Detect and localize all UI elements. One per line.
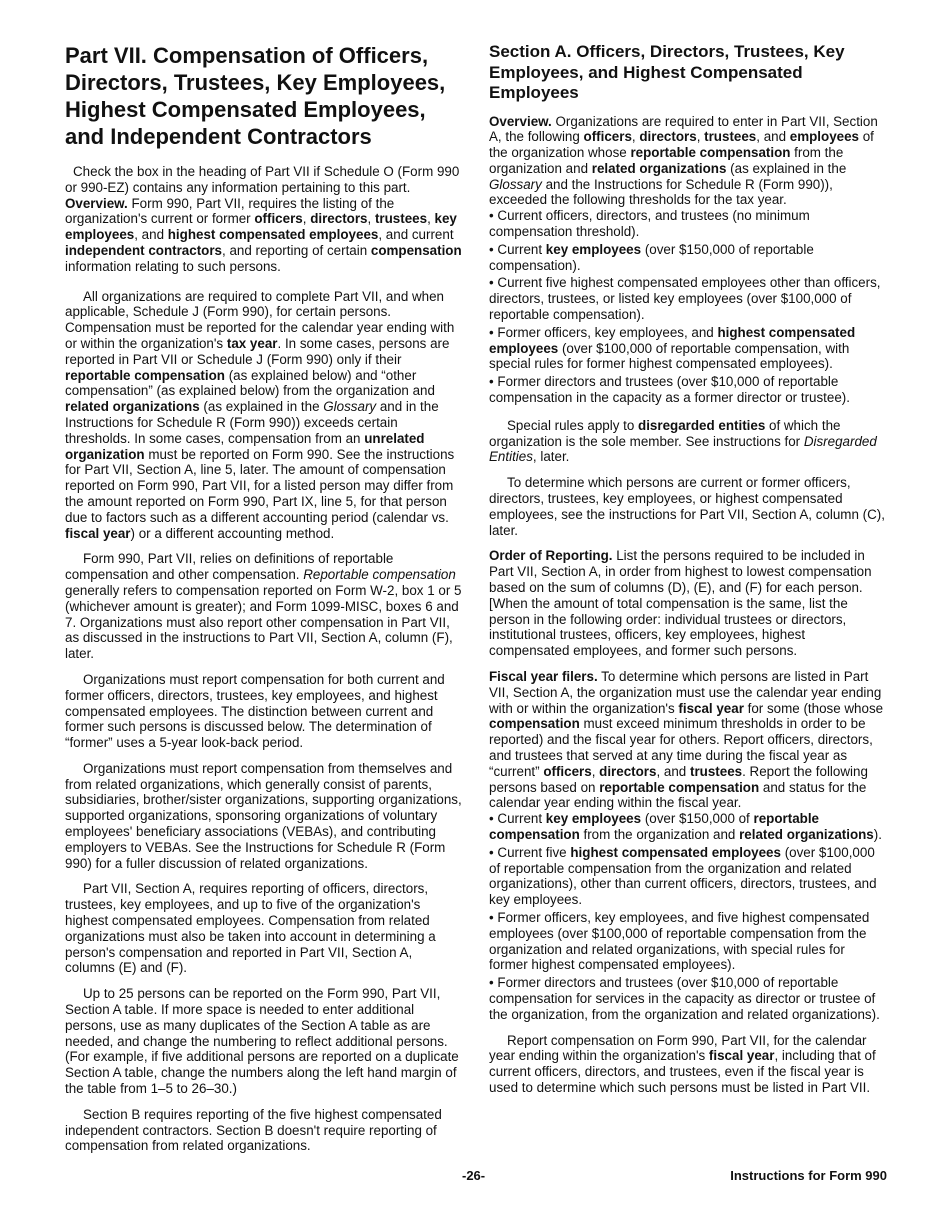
related-organizations-paragraph: Organizations must report compensation from themselves and from related organizations, which generally consist of parents, subsidiaries, brother/sister organizations, supporting organizations, supported organizations, sponsoring organizations of voluntary employees' beneficiary associations (VEBAs), and contributing employers to VEBAs. See the Instructions for Schedule R (Form 990) for a fuller discussion of related organizations. [65,760,462,871]
footer-form-title: Instructions for Form 990 [730,1168,887,1183]
section-a-requirements-paragraph: Part VII, Section A, requires reporting of officers, directors, trustees, key employees, and up to five of the organization's highest compensated employees. Compensation from related organizations must also be taken into account in determining a person's compensation and reported in Part VII, Section A, columns (E) and (F). [65,881,436,976]
bullet-item: • Current five highest compensated employees (over $100,000 of reportable compensation from the organization and related organizations), other than current officers, directors, trustees, and key employees. [489,844,877,908]
bullet-item: • Former directors and trustees (over $10,000 of reportable compensation in the capacity as a former director or trustee). [489,374,850,406]
all-organizations-paragraph: All organizations are required to complete Part VII, and when applicable, Schedule J (Form 990), for certain persons. Compensation must be reported for the calendar year ending with or within the organization's tax year. In some cases, persons are reported in Part VII or Schedule J (Form 990) only if their reportable compensation (as explained below) and “other compensation” (as explained below) from the organization and related organizations (as explained in the Glossary and in the Instructions for Schedule R (Form 990)) exceeds certain thresholds. In some cases, compensation from an unrelated organization must be reported on Form 990. See the instructions for Part VII, Section A, line 5, later. The amount of compensation reported on Form 990, Part VII, for a listed person may differ from the amount reported on Form 990, Part IX, line 5, for that person due to factors such as a different accounting period (calendar vs. fiscal year) or a different accounting method. [65,288,455,541]
bullet-icon: • [489,811,498,827]
bullet-item: • Current key employees (over $150,000 of reportable compensation from the organization and related organizations). [489,811,882,842]
order-of-reporting-paragraph: Order of Reporting. List the persons required to be included in Part VII, Section A, in order from highest to lowest compensation based on the sum of columns (D), (E), and (F) for each person. [When the amount of total compensation is the same, list the person in the following order: individual trustees or directors, institutional trustees, officers, key employees, highest compensated employees, and former such persons. [489,548,872,659]
bullet-item: • Current key employees (over $150,000 of reportable compensation). [489,241,814,273]
reportable-compensation-paragraph: Form 990, Part VII, relies on definitions of reportable compensation and other compensation. Reportable compensation generally refers to compensation reported on Form W-2, box 1 or 5 (whichever amount is greater); and Form 1099-MISC, boxes 6 and 7. Organizations must also report other compensation in Part VII, as discussed in the instructions to Part VII, Section A, column (F), later. [65,551,462,662]
overview-paragraph: Overview. Organizations are required to enter in Part VII, Section A, the following officers, directors, trustees, and employees of the organization whose reportable compensation from the organization and related organizations (as explained in the Glossary and the Instructions for Schedule R (Form 990)), exceeded the following thresholds for the tax year. [489,113,878,208]
bullet-icon: • [489,975,498,991]
bullet-icon: • [489,374,498,390]
part-vii-heading: Part VII. Compensation of Officers, Directors, Trustees, Key Employees, Highest Compensated Employees, and Independent Contractors [65,43,446,149]
bullet-icon: • [489,909,498,925]
section-a-heading: Section A. Officers, Directors, Trustees, Key Employees, and Highest Compensated Employees [489,42,845,102]
left-column [65,42,465,1161]
threshold-bullet-list [489,208,887,406]
section-b-paragraph: Section B requires reporting of the five highest compensated independent contractors. Section B doesn't require reporting of compensation from related organizations. [65,1106,442,1154]
current-former-paragraph: Organizations must report compensation for both current and former officers, directors, trustees, key employees, and highest compensated employees. The distinction between current and former such persons is discussed below. The determination of “former” uses a 5-year look-back period. [65,671,445,751]
disregarded-entities-paragraph: Special rules apply to disregarded entities of which the organization is the sole member. See instructions for Disregarded Entities, later. [489,417,877,465]
bullet-item: • Former directors and trustees (over $10,000 of reportable compensation for services in the capacity as director or trustee of the organization, from the organization and related organizations). [489,975,880,1022]
determine-persons-paragraph: To determine which persons are current or former officers, directors, trustees, key employees, or highest compensated employees, see the instructions for Part VII, Section A, column (C), later. [489,475,885,538]
up-to-25-persons-paragraph: Up to 25 persons can be reported on the Form 990, Part VII, Section A table. If more space is needed to enter additional persons, use as many duplicates of the Section A table as are needed, and change the numbering to reflect additional persons. (For example, if five additional persons are reported on a duplicate Section A table, change the numbers along the left hand margin of the table from 1–5 to 26–30.) [65,986,459,1097]
bullet-icon: • [489,275,498,291]
bullet-item: • Current five highest compensated employees other than officers, directors, trustees, or listed key employees (over $100,000 of reportable compensation). [489,275,881,323]
bullet-icon: • [489,208,498,224]
bullet-icon: • [489,844,498,860]
page-number: -26- [462,1168,486,1183]
fiscal-year-bullet-list [489,811,887,1022]
bullet-icon: • [489,324,498,340]
bullet-icon: • [489,241,498,257]
right-column [489,42,887,1103]
report-compensation-paragraph: Report compensation on Form 990, Part VII, for the calendar year ending within the organization's fiscal year, including that of current officers, directors, and trustees, even if the fiscal year is used to determine which such persons must be listed in Part VII. [489,1032,876,1095]
intro-paragraph: Check the box in the heading of Part VII if Schedule O (Form 990 or 990-EZ) contains any information pertaining to this part. Overview. Form 990, Part VII, requires the listing of the organization's current or former officers, directors, trustees, key employees, and highest compensated employees, and current independent contractors, and reporting of certain compensation information relating to such persons. [65,164,462,274]
bullet-item: • Current officers, directors, and trustees (no minimum compensation threshold). [489,208,810,240]
fiscal-year-filers-paragraph: Fiscal year filers. To determine which persons are listed in Part VII, Section A, the organization must use the calendar year ending with or within the organization's fiscal year for some (those whose compensation must exceed minimum thresholds in order to be reported) and the fiscal year for others. Report officers, directors, and trustees that served at any time during the fiscal year as “current” officers, directors, and trustees. Report the following persons based on reportable compensation and status for the calendar year ending within the fiscal year. [489,669,884,811]
bullet-item: • Former officers, key employees, and five highest compensated employees (over $100,000 of reportable compensation from the organization and related organizations, with special rules for former highest compensated employees). [489,909,870,973]
bullet-item: • Former officers, key employees, and highest compensated employees (over $100,000 of reportable compensation, with special rules for former highest compensated employees). [489,324,856,372]
